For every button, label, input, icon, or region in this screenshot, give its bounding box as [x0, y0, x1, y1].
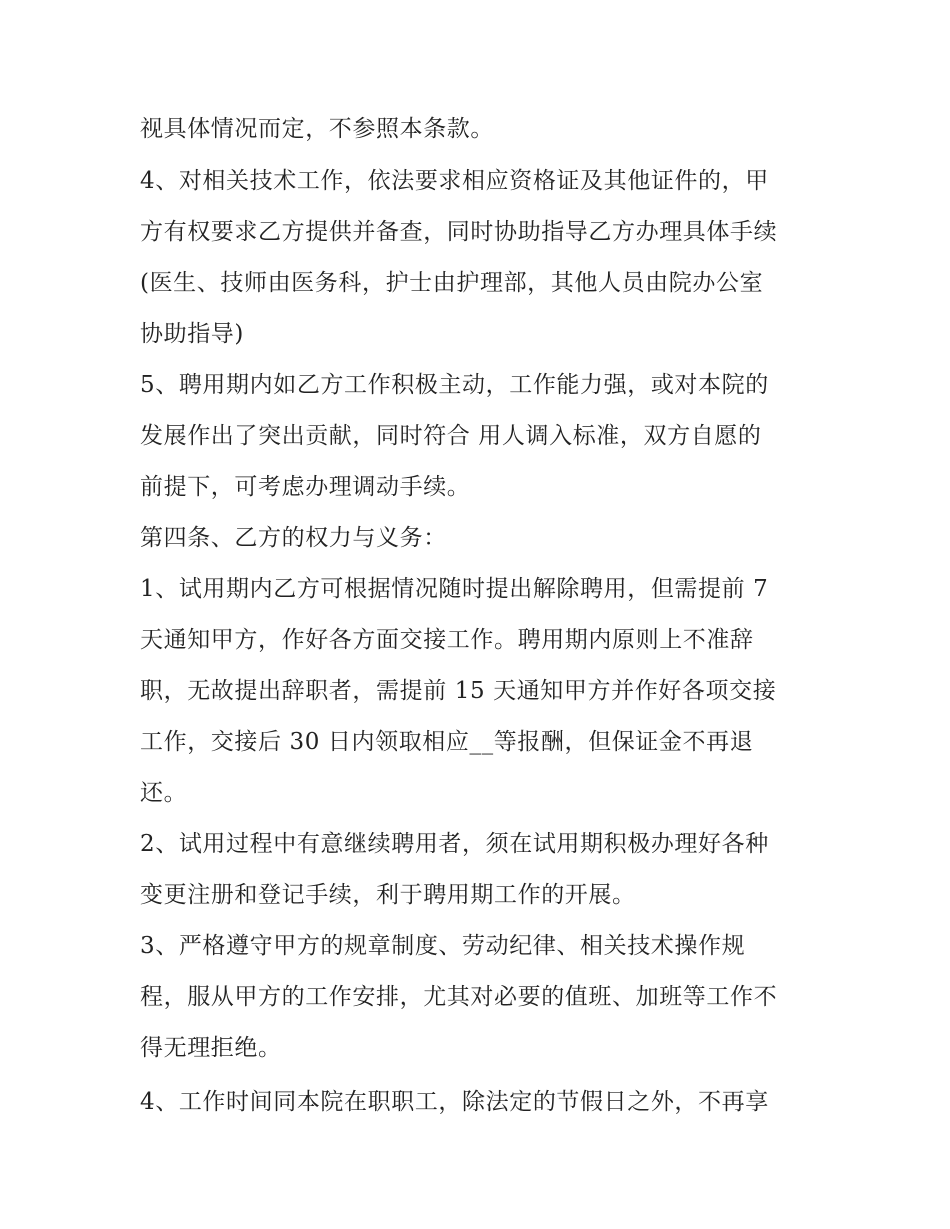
text-line: 工作，交接后 30 日内领取相应__等报酬，但保证金不再退 [140, 729, 754, 755]
text-line: 3、严格遵守甲方的规章制度、劳动纪律、相关技术操作规 [140, 933, 746, 959]
text-line: 5、聘用期内如乙方工作积极主动，工作能力强，或对本院的 [140, 372, 769, 398]
text-line: 2、试用过程中有意继续聘用者，须在试用期积极办理好各种 [140, 831, 769, 857]
text-line: 协助指导) [140, 321, 244, 347]
section-heading: 第四条、乙方的权力与义务： [140, 525, 447, 551]
text-line: 程，服从甲方的工作安排，尤其对必要的值班、加班等工作不 [140, 984, 778, 1010]
text-line: 职，无故提出辞职者，需提前 15 天通知甲方并作好各项交接 [140, 678, 777, 704]
text-line: (医生、技师由医务科，护士由护理部，其他人员由院办公室 [140, 270, 764, 296]
text-line: 4、对相关技术工作，依法要求相应资格证及其他证件的，甲 [140, 168, 769, 194]
text-line: 还。 [140, 780, 188, 806]
text-line: 4、工作时间同本院在职职工，除法定的节假日之外，不再享 [140, 1089, 769, 1115]
text-line: 变更注册和登记手续，利于聘用期工作的开展。 [140, 882, 636, 908]
text-line: 视具体情况而定，不参照本条款。 [140, 116, 494, 142]
text-line: 方有权要求乙方提供并备查，同时协助指导乙方办理具体手续 [140, 219, 778, 245]
text-line: 发展作出了突出贡献，同时符合 用人调入标准，双方自愿的 [140, 423, 762, 449]
text-line: 前提下，可考虑办理调动手续。 [140, 474, 471, 500]
text-line: 得无理拒绝。 [140, 1035, 282, 1061]
text-line: 1、试用期内乙方可根据情况随时提出解除聘用，但需提前 7 [140, 576, 769, 602]
text-line: 天通知甲方，作好各方面交接工作。聘用期内原则上不准辞 [140, 627, 754, 653]
